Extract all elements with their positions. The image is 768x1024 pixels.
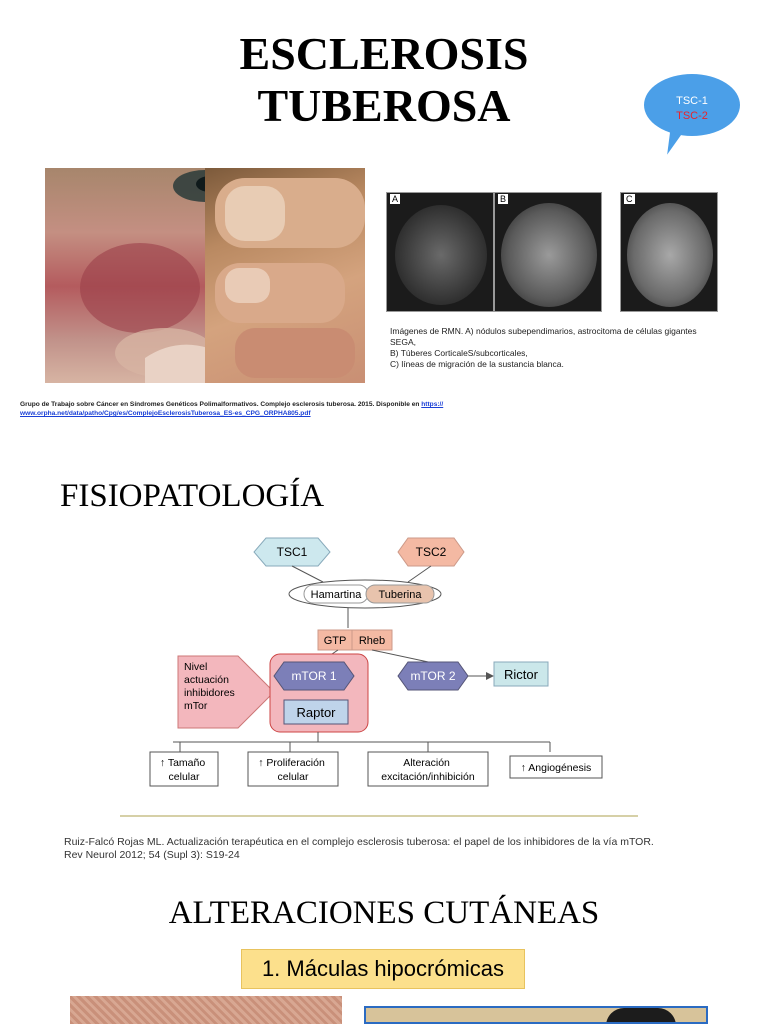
gtp-label: GTP: [323, 635, 347, 647]
mri-caption: Imágenes de RMN. A) nódulos subependimarios, astrocitoma de células gigantes SEGA, B) Túberes CorticaleS/subcorticales, C) líneas de migración de la sustancia blanca.: [390, 326, 697, 369]
mtor-pathway-diagram: [118, 530, 638, 830]
periungual-fibroma-photo: [205, 168, 365, 383]
tsc2-label: TSC2: [415, 545, 447, 559]
mri-label-b: B: [500, 194, 507, 204]
citation-link-url[interactable]: www.orpha.net/data/patho/Cpg/es/ComplejoEsclerosisTuberosa_ES-es_CPG_ORPHA805.pdf: [20, 410, 311, 417]
mri-label-a: A: [392, 194, 399, 204]
title-line-2: TUBEROSA: [257, 80, 511, 131]
mtor2-label: mTOR 2: [410, 669, 456, 683]
citation-orphanet: Grupo de Trabajo sobre Cáncer en Síndromes Genéticos Polimalformativos. Complejo esclerosis tuberosa. 2015. Disponible en https:// www.orpha.net/data/patho/Cpg/es/ComplejoEsclerosisTuberosa_ES-es_CPG_ORPHA805.pdf: [20, 401, 444, 417]
mri-image-c: [620, 192, 718, 312]
tsc1-label: TSC1: [276, 545, 308, 559]
skin-photo-2: [364, 1006, 708, 1024]
skin-photo-1: [70, 996, 342, 1024]
section-title-alteraciones-cutaneas: ALTERACIONES CUTÁNEAS: [168, 895, 600, 931]
section-title-fisiopatologia: FISIOPATOLOGÍA: [60, 478, 325, 514]
bubble-tsc1: TSC-1: [676, 95, 708, 107]
mri-image-b: [494, 192, 602, 312]
maculas-hipocromicas-label: 1. Máculas hipocrómicas: [241, 949, 525, 989]
outcome-proliferacion-label: ↑ Proliferación celular: [258, 757, 325, 783]
rictor-label: Rictor: [504, 667, 538, 682]
hamartina-label: Hamartina: [310, 589, 362, 601]
outcome-alteracion-label: Alteración excitación/inhibición: [381, 757, 475, 783]
outcome-tamano-label: ↑ Tamaño celular: [159, 757, 206, 783]
mri-figure: [384, 188, 720, 369]
speech-bubble: [644, 74, 740, 136]
title-line-1: ESCLEROSIS: [239, 28, 529, 79]
facial-angiofibroma-photo: [45, 168, 208, 383]
nivel-label: Nivel actuación inhibidores mTor: [184, 661, 235, 712]
outcome-angiogenesis-label: ↑ Angiogénesis: [520, 762, 592, 774]
citation-link[interactable]: https://: [421, 401, 444, 408]
mtor1-label: mTOR 1: [291, 669, 337, 683]
tuberina-label: Tuberina: [378, 589, 422, 601]
bubble-tsc2: TSC-2: [676, 110, 708, 122]
mri-image-a: [386, 192, 494, 312]
citation-ruiz-falco: Ruiz-Falcó Rojas ML. Actualización terapéutica en el complejo esclerosis tuberosa: el papel de los inhibidores de la vía mTOR. Rev Neurol 2012; 54 (Supl 3): S19-24: [64, 836, 654, 861]
mri-label-c: C: [626, 194, 633, 204]
raptor-label: Raptor: [296, 705, 336, 720]
rheb-label: Rheb: [358, 635, 386, 647]
